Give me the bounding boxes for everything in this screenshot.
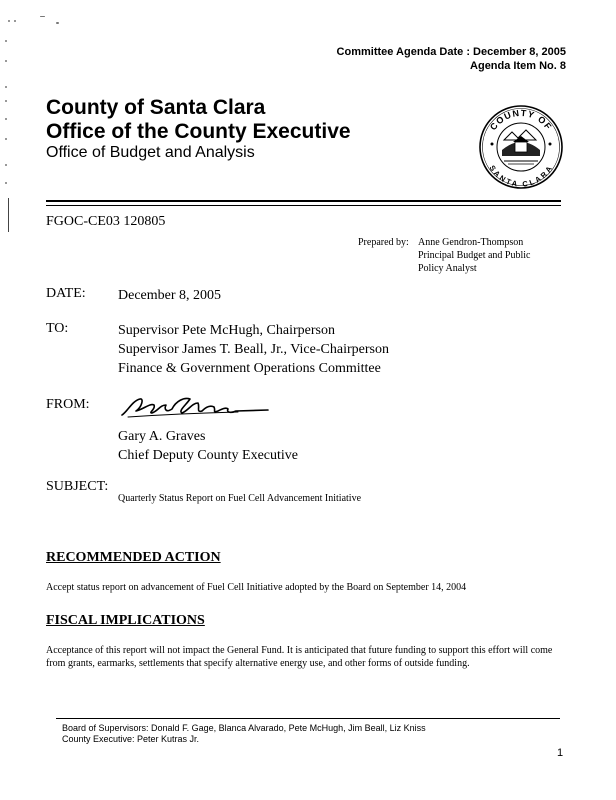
footer-board: Board of Supervisors: Donald F. Gage, Blanca Alvarado, Pete McHugh, Jim Beall, Liz Kniss [62,723,426,733]
header-rule-thin [46,205,561,206]
page-number: 1 [557,747,564,759]
document-code: FGOC-CE03 120805 [46,214,166,229]
svg-text:COUNTY OF [488,108,554,132]
recommended-action-heading: RECOMMENDED ACTION [46,550,221,565]
to-recipients [118,321,389,378]
seal-text-top: COUNTY OF [487,107,555,133]
margin-bar [8,198,9,232]
signature [118,391,278,425]
scan-specks [8,14,68,24]
subject-value: Quarterly Status Report on Fuel Cell Advancement Initiative [118,493,362,504]
footer [62,723,426,745]
from-name: Gary A. Graves [118,429,206,444]
from-title: Chief Deputy County Executive [118,448,299,463]
agenda-stamp [337,45,566,73]
preparer-title-1: Principal Budget and Public [418,250,531,261]
county-seal-icon [478,104,564,190]
letterhead-county: County of Santa Clara [46,96,266,119]
prepared-by-block [418,236,531,275]
from-signatory [118,427,298,465]
letterhead-department: Office of Budget and Analysis [46,144,255,161]
date-label: DATE: [46,286,86,301]
recipient-3: Finance & Government Operations Committee [118,361,381,376]
recipient-2: Supervisor James T. Beall, Jr., Vice-Chairperson [118,342,389,357]
recipient-1: Supervisor Pete McHugh, Chairperson [118,323,335,338]
date-value: December 8, 2005 [118,288,222,303]
preparer-title-2: Policy Analyst [418,263,477,274]
to-label: TO: [46,321,69,336]
prepared-by-label: Prepared by: [358,237,409,248]
agenda-item: Agenda Item No. 8 [470,60,566,72]
header-rule [46,200,561,202]
preparer-name: Anne Gendron-Thompson [418,237,524,248]
footer-exec: County Executive: Peter Kutras Jr. [62,734,200,744]
fiscal-implications-heading: FISCAL IMPLICATIONS [46,613,205,628]
footer-rule [56,718,560,719]
subject-label: SUBJECT: [46,479,109,494]
from-label: FROM: [46,397,90,412]
svg-text:SANTA CLARA [488,164,555,189]
recommended-action-text: Accept status report on advancement of Fuel Cell Initiative adopted by the Board on September 14, 2004 [46,582,467,593]
fiscal-implications-text: Acceptance of this report will not impact the General Fund. It is anticipated that future funding to support this effort will come from grants, earmarks, settlements that specify alternative energy use, and other forms of outside funding. [46,645,553,669]
letterhead-office: Office of the County Executive [46,120,351,143]
agenda-date: Committee Agenda Date : December 8, 2005 [336,46,566,58]
seal-text-bottom: SANTA CLARA [487,163,555,189]
